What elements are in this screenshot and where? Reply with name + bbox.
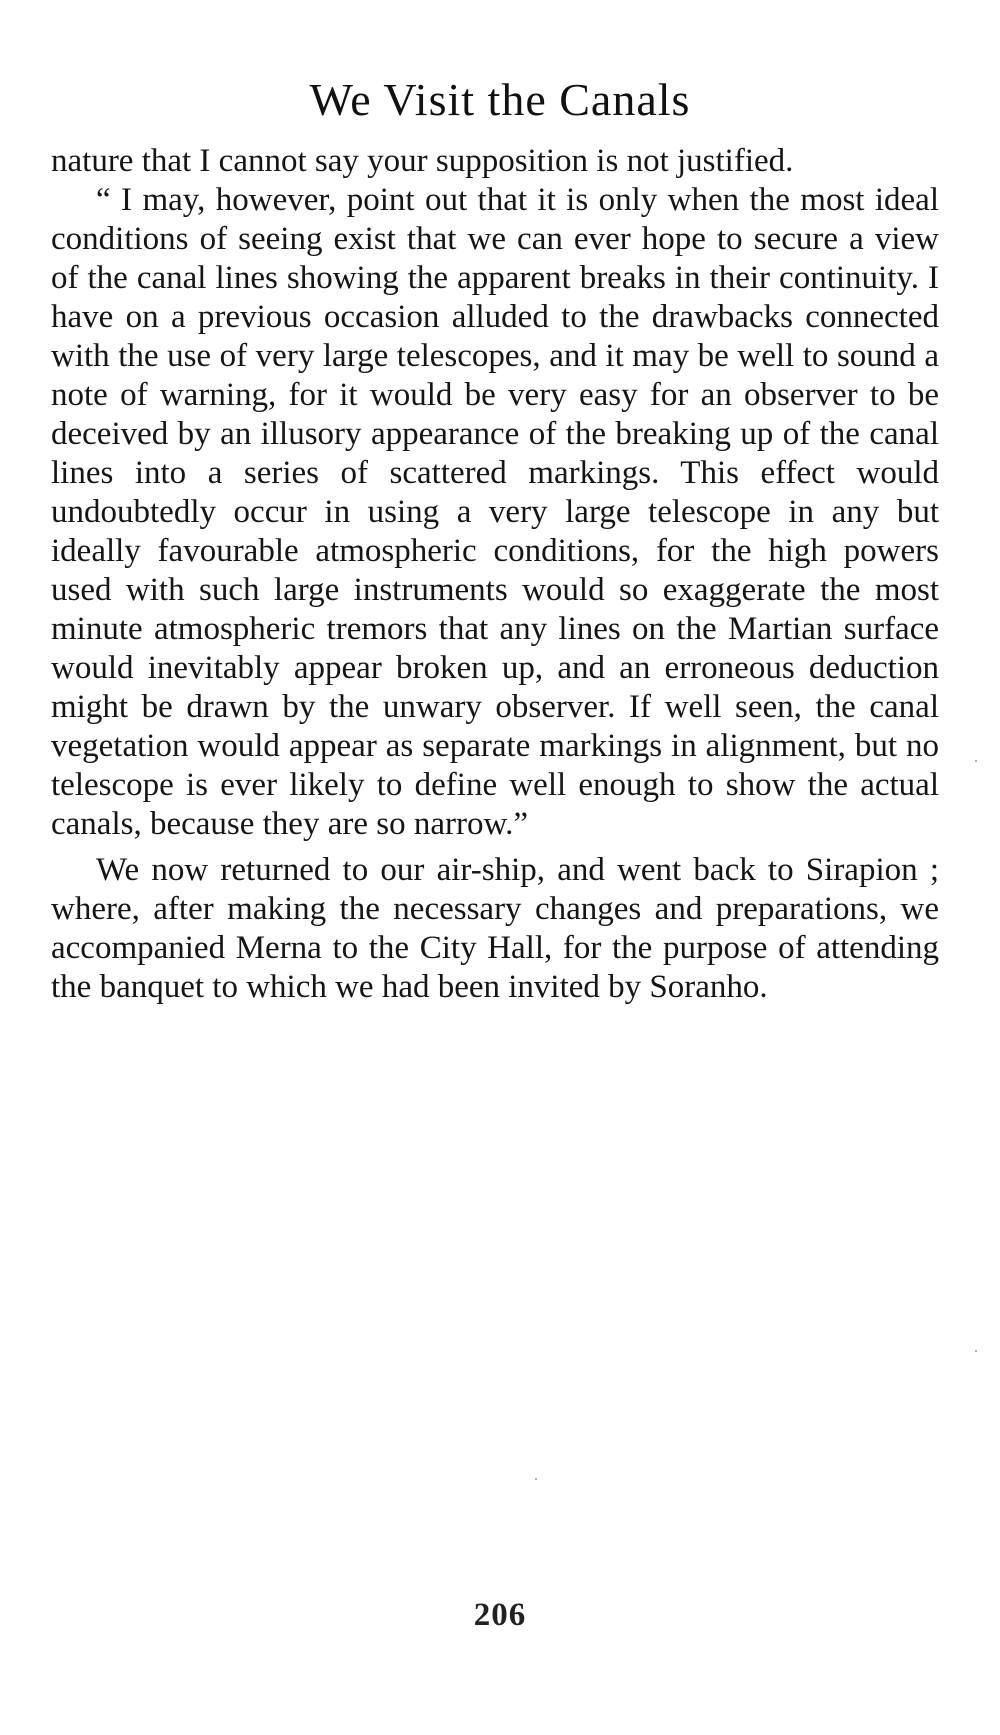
paper-speck bbox=[535, 1478, 537, 1480]
paragraph-closing: We now returned to our air-ship, and went back to Sirapion ; where, after making the necessary changes and preparations, we accompanied Merna to the City Hall, for the purpose of attending the banquet to which we had been invited by Soranho. bbox=[51, 852, 939, 1005]
paper-speck bbox=[975, 760, 977, 762]
page-number: 206 bbox=[473, 1597, 527, 1633]
running-head: We Visit the Canals bbox=[309, 74, 691, 125]
paper-speck bbox=[975, 1350, 977, 1352]
paragraph-continued: nature that I cannot say your supposition is not justified. bbox=[51, 143, 794, 179]
body-text bbox=[51, 142, 939, 1007]
paragraph-quote: “ I may, however, point out that it is only when the most ideal conditions of seeing exist that we can ever hope to secure a view of the canal lines showing the apparent breaks in their continuity. I have on a previous occasion alluded to the drawbacks connected with the use of very large telescopes, and it may be well to sound a note of warning, for it would be very easy for an observer to be deceived by an illusory appearance of the breaking up of the canal lines into a series of scattered markings. This effect would undoubtedly occur in using a very large telescope in any but ideally favourable atmospheric conditions, for the high powers used with such large instruments would so exaggerate the most minute atmospheric tremors that any lines on the Martian surface would inevitably appear broken up, and an erroneous deduction might be drawn by the unwary observer. If well seen, the canal vegetation would appear as separate markings in alignment, but no telescope is ever likely to define well enough to show the actual canals, because they are so narrow.” bbox=[51, 182, 939, 842]
